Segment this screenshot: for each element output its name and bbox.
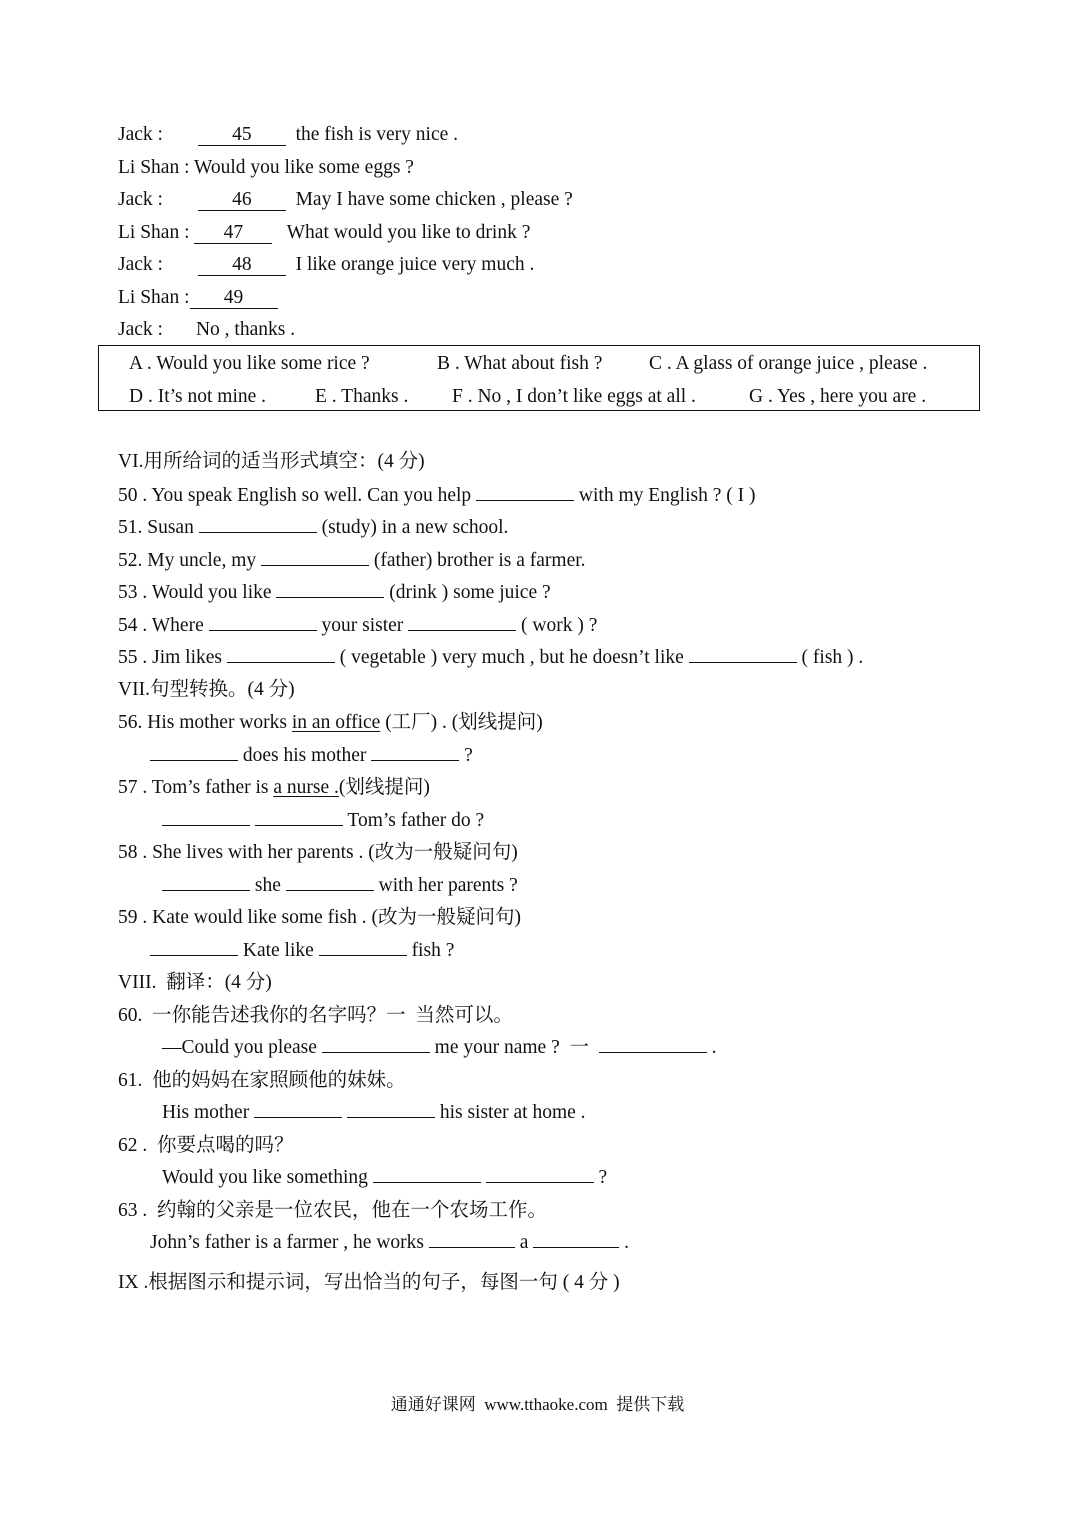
dialogue-line-46: Jack : 46 May I have some chicken , please ? bbox=[118, 189, 573, 210]
answer-blank bbox=[261, 565, 369, 566]
option-a: A . Would you like some rice ? bbox=[129, 353, 370, 374]
answer-blank bbox=[199, 532, 317, 533]
answer-blank bbox=[486, 1182, 594, 1183]
question-59: 59 . Kate would like some fish . (改为一般疑问句) bbox=[118, 907, 521, 928]
dialogue-line-45: Jack : 45 the fish is very nice . bbox=[118, 124, 459, 145]
answer-blank bbox=[599, 1052, 707, 1053]
question-62: 62 . 你要点喝的吗？ bbox=[118, 1135, 294, 1156]
answer-blank bbox=[373, 1182, 481, 1183]
answer-blank bbox=[209, 630, 317, 631]
answer-blank-48: 48 bbox=[198, 255, 286, 276]
answer-blank bbox=[429, 1247, 515, 1248]
answer-line-58: she with her parents ? bbox=[162, 874, 518, 898]
answer-blank-47: 47 bbox=[194, 223, 272, 244]
question-52: 52. My uncle, my (father) brother is a farmer. bbox=[118, 550, 586, 571]
answer-blank bbox=[371, 760, 459, 761]
section-title-ix: IX .根据图示和提示词，写出恰当的句子，每图一句 ( 4 分 ) bbox=[118, 1272, 620, 1293]
question-61: 61. 他的妈妈在家照顾他的妹妹。 bbox=[118, 1070, 406, 1091]
underlined-phrase: in an office bbox=[291, 712, 381, 733]
answer-line-60: —Could you please me your name ? 一 . bbox=[162, 1037, 717, 1058]
answer-blank bbox=[162, 825, 250, 826]
answer-blank bbox=[254, 1117, 342, 1118]
question-55: 55 . Jim likes ( vegetable ) very much , but he doesn’t like ( fish ) . bbox=[118, 647, 864, 668]
option-b: B . What about fish ? bbox=[437, 353, 603, 374]
page-footer: 通通好课网 www.tthaoke.com 提供下载 bbox=[390, 1395, 685, 1414]
section-title-vi: VI.用所给词的适当形式填空：(4 分) bbox=[118, 451, 425, 472]
question-51: 51. Susan (study) in a new school. bbox=[118, 517, 509, 538]
answer-blank-45: 45 bbox=[198, 125, 286, 146]
dialogue-line-47: Li Shan : 47 What would you like to drink ? bbox=[118, 222, 531, 243]
underlined-phrase: a nurse . bbox=[273, 777, 339, 798]
answer-blank bbox=[408, 630, 516, 631]
answer-blank bbox=[150, 955, 238, 956]
option-e: E . Thanks . bbox=[315, 386, 409, 407]
answer-blank bbox=[162, 890, 250, 891]
dialogue-line-49: Li Shan : 49 bbox=[118, 286, 278, 310]
answer-line-57: Tom’s father do ? bbox=[162, 809, 484, 833]
question-58: 58 . She lives with her parents . (改为一般疑问句) bbox=[118, 842, 518, 863]
section-title-vii: VII.句型转换。(4 分) bbox=[118, 679, 295, 700]
answer-blank bbox=[286, 890, 374, 891]
answer-line-56: does his mother ? bbox=[150, 744, 473, 768]
question-60: 60. 一你能告述我你的名字吗？一 当然可以。 bbox=[118, 1005, 513, 1026]
answer-line-61: His mother his sister at home . bbox=[162, 1102, 586, 1123]
options-box bbox=[98, 345, 980, 411]
question-63: 63 . 约翰的父亲是一位农民，他在一个农场工作。 bbox=[118, 1200, 548, 1221]
answer-blank bbox=[689, 662, 797, 663]
answer-blank bbox=[319, 955, 407, 956]
answer-blank-49: 49 bbox=[190, 288, 278, 309]
answer-blank bbox=[255, 825, 343, 826]
option-c: C . A glass of orange juice , please . bbox=[649, 353, 928, 374]
option-f: F . No , I don’t like eggs at all . bbox=[452, 386, 696, 407]
answer-line-62: Would you like something ? bbox=[162, 1167, 608, 1188]
answer-blank bbox=[533, 1247, 619, 1248]
question-50: 50 . You speak English so well. Can you help with my English ? ( I ) bbox=[118, 485, 756, 506]
question-57: 57 . Tom’s father is a nurse .(划线提问) bbox=[118, 777, 430, 798]
answer-blank-46: 46 bbox=[198, 190, 286, 211]
answer-blank bbox=[476, 500, 574, 501]
dialogue-line: Li Shan : Would you like some eggs ? bbox=[118, 157, 414, 178]
dialogue-line-48: Jack : 48 I like orange juice very much . bbox=[118, 254, 535, 275]
question-54: 54 . Where your sister ( work ) ? bbox=[118, 615, 598, 636]
answer-blank bbox=[276, 597, 384, 598]
option-g: G . Yes , here you are . bbox=[749, 386, 927, 407]
answer-line-59: Kate like fish ? bbox=[150, 939, 454, 963]
question-53: 53 . Would you like (drink ) some juice ? bbox=[118, 582, 551, 603]
answer-blank bbox=[227, 662, 335, 663]
answer-blank bbox=[322, 1052, 430, 1053]
answer-blank bbox=[347, 1117, 435, 1118]
answer-line-63: John’s father is a farmer , he works a . bbox=[150, 1232, 630, 1253]
dialogue-line: Jack : No , thanks . bbox=[118, 319, 296, 340]
question-56: 56. His mother works in an office (工厂) . (划线提问) bbox=[118, 712, 543, 733]
answer-blank bbox=[150, 760, 238, 761]
option-d: D . It’s not mine . bbox=[129, 386, 267, 407]
section-title-viii: VIII. 翻译：(4 分) bbox=[118, 972, 272, 993]
